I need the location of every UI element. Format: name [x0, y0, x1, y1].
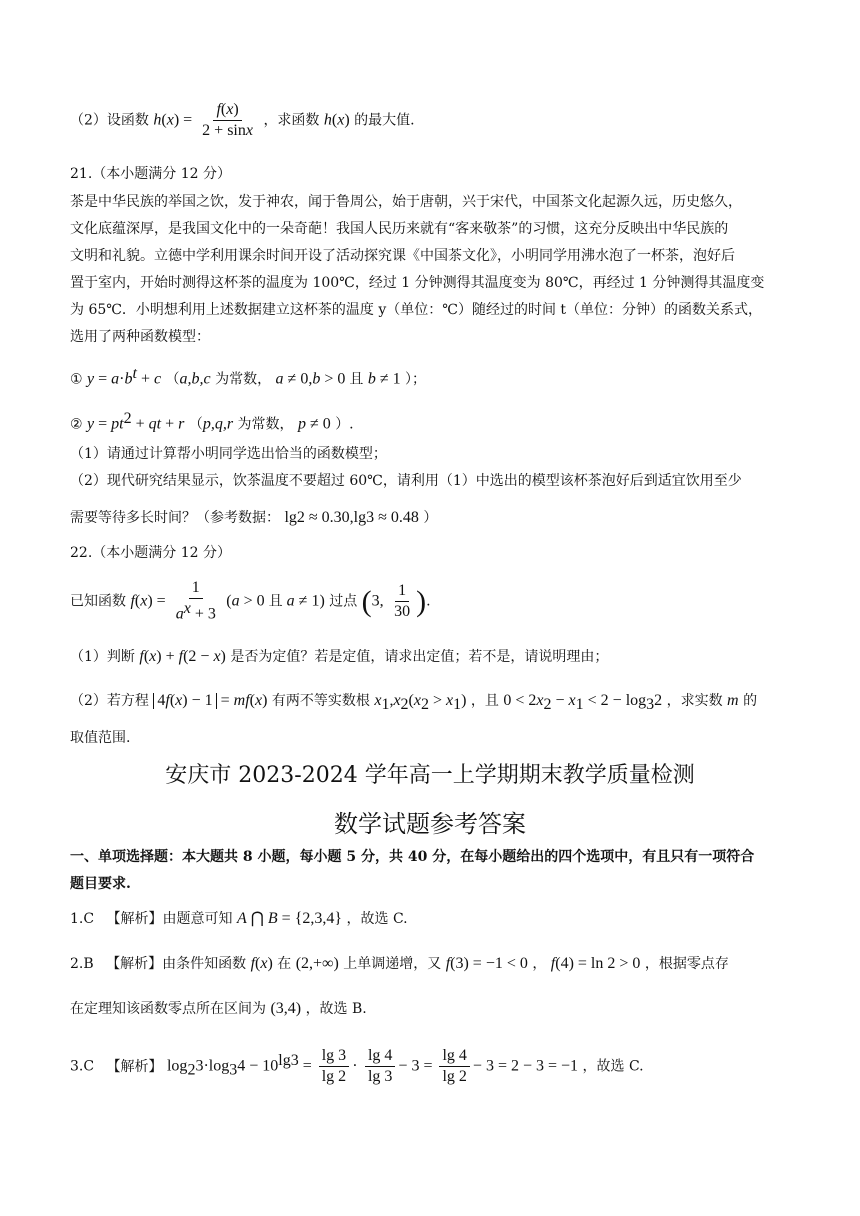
q21-model2: ② $y = pt^2$ + qt + r （p,q,r 为常数， p ≠ 0 ）. — [70, 410, 354, 433]
q21-header: 21.（本小题满分 12 分） — [70, 166, 231, 182]
answer-1: 1.C 【解析】由题意可知 A ⋂ B = {2,3,4} ，故选 C. — [70, 910, 408, 927]
answer-2: 2.B 【解析】由条件知函数 f(x) 在 (2,+∞) 上单调递增，又 f(3) = −1 < 0 ， f(4) = ln 2 > 0 ，根据零点存 — [70, 955, 729, 972]
q22-sub2-line2: 取值范围. — [70, 730, 131, 746]
q22-fraction: $\frac{1}{a^x + 3}$ — [175, 579, 216, 623]
q20-part2: （2）设函数 h(x) = $\frac{f(x)}{2 + \sin x}$ ，求函数 h(x) 的最大值. — [70, 101, 415, 139]
answer-3: 3.C 【解析】 $\log_23\cdot\log_34 - 10^{lg3}$ = $\frac{\lg 3}{\lg 2}$ · $\frac{\lg 4}{\lg 3}$ − 3 = $\frac{\lg 4}{\lg 2}$ − 3 = 2 − 3 = −1 ，故选 C. — [70, 1047, 644, 1085]
q22-sub2: （2）若方程 4f(x) − 1 = mf(x) 有两不等实数根 $x_1,x_2(x_2 > x_1)$ ，且 $0 < 2x_2 - x_1 < 2 - \log_32$ ，求实数 m 的 — [70, 692, 758, 713]
q21-paragraph: 茶是中华民族的举国之饮，发于神农，闻于鲁周公，始于唐朝，兴于宋代，中国茶文化起源久远，历史悠久， 文化底蕴深厚，是我国文化中的一朵奇葩！我国人民历来就有“客来敬茶”的习惯，这充分反映出中华民族的 文明和礼貌。立德中学利用课余时间开设了活动探究课《中国茶文化》，小明同学用沸水泡了一杯茶，泡好后 置于室内，开始时测得这杯茶的温度为 100℃，经过 1 分钟测得其温度变为 80℃，再经过 1 分钟测得其温度变 为 65℃．小明想利用上述数据建立这杯茶的温度 y（单位：℃）随经过的时间 t（单位：分钟）的函数关系式， 选用了两种函数模型： — [70, 194, 765, 345]
q21-model1: ① $y = a\cdot b^t + c$ （a,b,c 为常数， a ≠ 0,b > 0 且 b ≠ 1 ）； — [70, 365, 427, 388]
answer-2-line2: 在定理知该函数零点所在区间为 (3,4) ，故选 B. — [70, 1000, 367, 1017]
answers-title-1: 安庆市 2023-2024 学年高一上学期期末教学质量检测 — [165, 763, 695, 788]
q22-header: 22.（本小题满分 12 分） — [70, 545, 231, 561]
section-heading: 一、单项选择题：本大题共 8 小题，每小题 5 分，共 40 分，在每小题给出的四个选项中，有且只有一项符合 题目要求. — [70, 849, 755, 892]
q21-sub2: （2）现代研究结果显示，饮茶温度不要超过 60℃，请利用（1）中选出的模型该杯茶泡好后到适宜饮用至少 — [70, 473, 742, 489]
q21-sub1: （1）请通过计算帮小明同学选出恰当的函数模型； — [70, 446, 387, 462]
answers-title-2: 数学试题参考答案 — [334, 810, 526, 838]
q22-point-fraction: $\frac{1}{30}$ — [394, 581, 411, 620]
q20-fraction: $\frac{f(x)}{2 + \sin x}$ — [202, 101, 253, 139]
q21-sub2-line2: 需要等待多长时间？（参考数据： lg2 ≈ 0.30,lg3 ≈ 0.48 ） — [70, 509, 438, 526]
q22-sub1: （1）判断 f(x) + f(2 − x) 是否为定值？若是定值，请求出定值；若不是，请说明理由； — [70, 648, 609, 665]
q22-given: 已知函数 f(x) = $\frac{1}{a^x + 3}$ (a > 0 且 a ≠ 1) 过点 (3, $\frac{1}{30}$ ). — [70, 579, 431, 623]
